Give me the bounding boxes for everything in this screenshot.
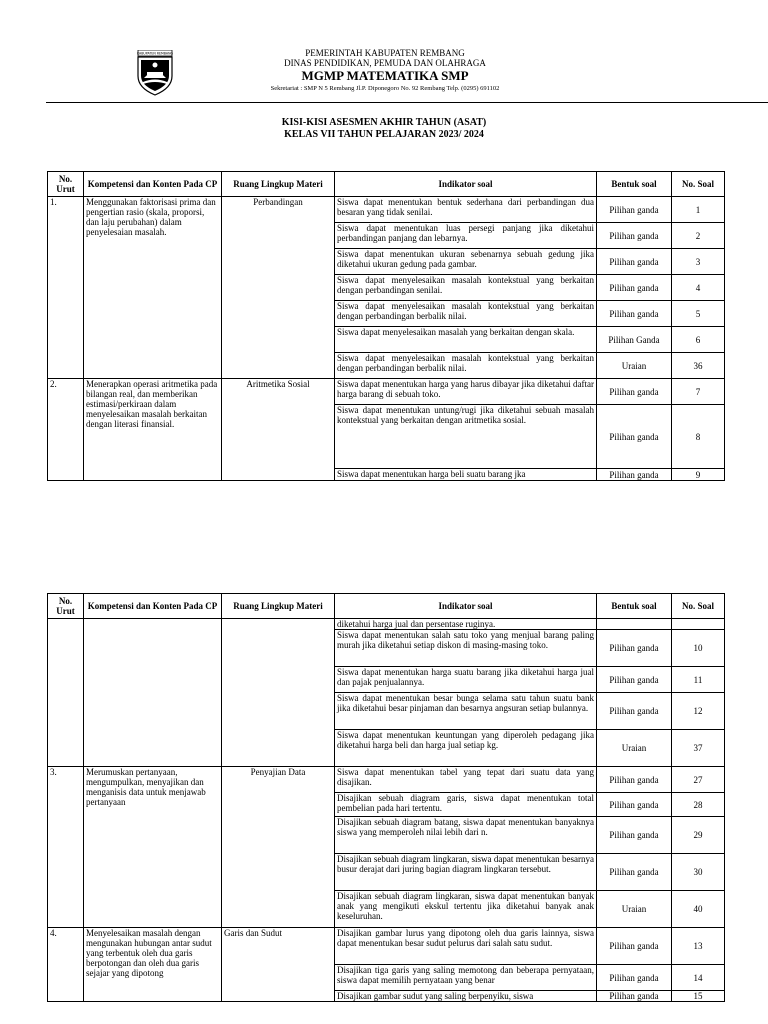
no-soal: 29 [672,817,725,854]
no-soal: 10 [672,630,725,667]
kisi-kisi-table-page-1 [47,171,725,481]
no-soal: 36 [672,353,725,379]
no-soal: 2 [672,223,725,249]
ruang-lingkup [222,619,335,767]
indikator: Siswa dapat menentukan harga suatu barang jika diketahui harga jual dan pajak penjualannya. [335,667,597,693]
indikator: Siswa dapat menentukan untung/rugi jika diketahui sebuah masalah kontekstual yang berkaitan dengan aritmetika sosial. [335,405,597,469]
kisi-kisi-table-page-2 [47,593,725,1002]
indikator: Disajikan sebuah diagram batang, siswa dapat menentukan banyaknya siswa yang memperoleh nilai lebih dari n. [335,817,597,854]
kompetensi [84,619,222,767]
bentuk-soal: Pilihan ganda [597,667,672,693]
bentuk-soal: Pilihan ganda [597,223,672,249]
bentuk-soal: Pilihan ganda [597,469,672,481]
bentuk-soal [597,619,672,630]
no-soal [672,619,725,630]
col-no-urut: No. Urut [48,172,84,197]
document-title: KISI-KISI ASESMEN AKHIR TAHUN (ASAT) [281,117,487,128]
col-kompetensi: Kompetensi dan Konten Pada CP [84,172,222,197]
indikator: Siswa dapat menyelesaikan masalah kontekstual yang berkaitan dengan perbandingan berbalik nilai. [335,353,597,379]
bentuk-soal: Pilihan ganda [597,301,672,327]
indikator: Disajikan sebuah diagram lingkaran, siswa dapat menentukan banyak anak yang mengikuti ekskul tertentu jika diketahui banyak anak keseluruhan. [335,891,597,928]
indikator: Disajikan tiga garis yang saling memotong dan beberapa pernyataan, siswa dapat memilih pernyataan yang benar [335,965,597,991]
indikator: Siswa dapat menentukan bentuk sederhana dari perbandingan dua besaran yang tidak senilai. [335,197,597,223]
indikator: Siswa dapat menentukan luas persegi panjang jika diketahui perbandingan panjang dan lebarnya. [335,223,597,249]
no-soal: 14 [672,965,725,991]
bentuk-soal: Pilihan ganda [597,991,672,1002]
bentuk-soal: Uraian [597,353,672,379]
no-soal: 8 [672,405,725,469]
col-indikator: Indikator soal [335,594,597,619]
col-indikator: Indikator soal [335,172,597,197]
no-soal: 6 [672,327,725,353]
bentuk-soal: Pilihan ganda [597,965,672,991]
col-no-urut: No. Urut [48,594,84,619]
no-urut: 4. [48,928,84,1002]
header-mgmp: MGMP MATEMATIKA SMP [301,68,469,83]
indikator: Siswa dapat menentukan besar bunga selama satu tahun suatu bank jika diketahui besar pinjaman dan besarnya angsuran setiap bulannya. [335,693,597,730]
no-soal: 11 [672,667,725,693]
no-soal: 1 [672,197,725,223]
bentuk-soal: Pilihan ganda [597,405,672,469]
indikator: Disajikan gambar sudut yang saling berpenyiku, siswa [335,991,597,1002]
bentuk-soal: Pilihan ganda [597,767,672,793]
col-bentuk-soal: Bentuk soal [597,172,672,197]
no-soal: 7 [672,379,725,405]
no-urut [48,619,84,767]
no-soal: 12 [672,693,725,730]
indikator: diketahui harga jual dan persentase ruginya. [335,619,597,630]
no-soal: 4 [672,275,725,301]
header-divider [46,102,768,103]
bentuk-soal: Pilihan Ganda [597,327,672,353]
ruang-lingkup: Garis dan Sudut [222,928,335,1002]
indikator: Siswa dapat menentukan salah satu toko yang menjual barang paling murah jika diketahui setiap diskon di masing-masing toko. [335,630,597,667]
no-soal: 3 [672,249,725,275]
no-soal: 15 [672,991,725,1002]
bentuk-soal: Pilihan ganda [597,817,672,854]
col-no-soal: No. Soal [672,594,725,619]
no-soal: 5 [672,301,725,327]
table-header-row [48,172,725,197]
kompetensi: Menerapkan operasi aritmetika pada bilangan real, dan memberikan estimasi/perkiraan dalam menyelesaikan masalah berkaitan dengan literasi finansial. [84,379,222,481]
bentuk-soal: Uraian [597,891,672,928]
kompetensi: Menggunakan faktorisasi prima dan pengertian rasio (skala, proporsi, dan laju perubahan) dalam penyelesaian masalah. [84,197,222,379]
header-government: PEMERINTAH KABUPATEN REMBANG [305,48,465,58]
indikator: Siswa dapat menentukan keuntungan yang diperoleh pedagang jika diketahui harga beli dan harga jual setiap kg. [335,730,597,767]
no-soal: 30 [672,854,725,891]
bentuk-soal: Pilihan ganda [597,275,672,301]
col-ruang-lingkup: Ruang Lingkup Materi [222,172,335,197]
col-kompetensi: Kompetensi dan Konten Pada CP [84,594,222,619]
bentuk-soal: Pilihan ganda [597,630,672,667]
indikator: Disajikan sebuah diagram lingkaran, siswa dapat menentukan besarnya busur derajat dari juring bagian diagram lingkaran tersebut. [335,854,597,891]
table-header-row [48,594,725,619]
table-row [48,767,725,793]
header-department: DINAS PENDIDIKAN, PEMUDA DAN OLAHRAGA [284,58,486,68]
col-bentuk-soal: Bentuk soal [597,594,672,619]
no-soal: 28 [672,793,725,817]
no-soal: 13 [672,928,725,965]
indikator: Siswa dapat menentukan ukuran sebenarnya sebuah gedung jika diketahui ukuran gedung pada gambar. [335,249,597,275]
no-soal: 27 [672,767,725,793]
no-soal: 37 [672,730,725,767]
table-row [48,197,725,223]
bentuk-soal: Pilihan ganda [597,854,672,891]
table-row [48,619,725,630]
no-urut: 3. [48,767,84,928]
document-subtitle: KELAS VII TAHUN PELAJARAN 2023/ 2024 [284,129,484,140]
indikator: Siswa dapat menyelesaikan masalah kontekstual yang berkaitan dengan perbandingan senilai. [335,275,597,301]
bentuk-soal: Pilihan ganda [597,379,672,405]
kompetensi: Merumuskan pertanyaan, mengumpulkan, menyajikan dan menganisis data untuk menjawab pertanyaan [84,767,222,928]
indikator: Siswa dapat menyelesaikan masalah yang berkaitan dengan skala. [335,327,597,353]
indikator: Siswa dapat menentukan harga beli suatu barang jka [335,469,597,481]
bentuk-soal: Pilihan ganda [597,249,672,275]
col-ruang-lingkup: Ruang Lingkup Materi [222,594,335,619]
kompetensi: Menyelesaikan masalah dengan mengunakan hubungan antar sudut yang terbentuk oleh dua garis berpotongan dan oleh dua garis sejajar yang dipotong [84,928,222,1002]
no-urut: 2. [48,379,84,481]
indikator: Siswa dapat menentukan harga yang harus dibayar jika diketahui daftar harga barang di sebuah toko. [335,379,597,405]
rembang-emblem-icon [134,50,176,96]
no-urut: 1. [48,197,84,379]
no-soal: 40 [672,891,725,928]
indikator: Siswa dapat menentukan tabel yang tepat dari suatu data yang disajikan. [335,767,597,793]
indikator: Disajikan gambar lurus yang dipotong oleh dua garis lainnya, siswa dapat menentukan besar sudut pelurus dari salah satu sudut. [335,928,597,965]
ruang-lingkup: Aritmetika Sosial [222,379,335,481]
indikator: Disajikan sebuah diagram garis, siswa dapat menentukan total pembelian pada hari tertentu. [335,793,597,817]
bentuk-soal: Uraian [597,730,672,767]
bentuk-soal: Pilihan ganda [597,793,672,817]
svg-text:KABUPATEN REMBANG: KABUPATEN REMBANG [137,51,173,56]
bentuk-soal: Pilihan ganda [597,693,672,730]
letterhead [0,44,768,104]
header-address: Sekretariat : SMP N 5 Rembang Jl.P. Diponegoro No. 92 Rembang Telp. (0295) 691102 [270,85,500,92]
indikator: Siswa dapat menyelesaikan masalah kontekstual yang berkaitan dengan perbandingan berbalik nilai. [335,301,597,327]
bentuk-soal: Pilihan ganda [597,928,672,965]
ruang-lingkup: Perbandingan [222,197,335,379]
ruang-lingkup: Penyajian Data [222,767,335,928]
col-no-soal: No. Soal [672,172,725,197]
table-row [48,379,725,405]
table-row [48,928,725,965]
bentuk-soal: Pilihan ganda [597,197,672,223]
no-soal: 9 [672,469,725,481]
